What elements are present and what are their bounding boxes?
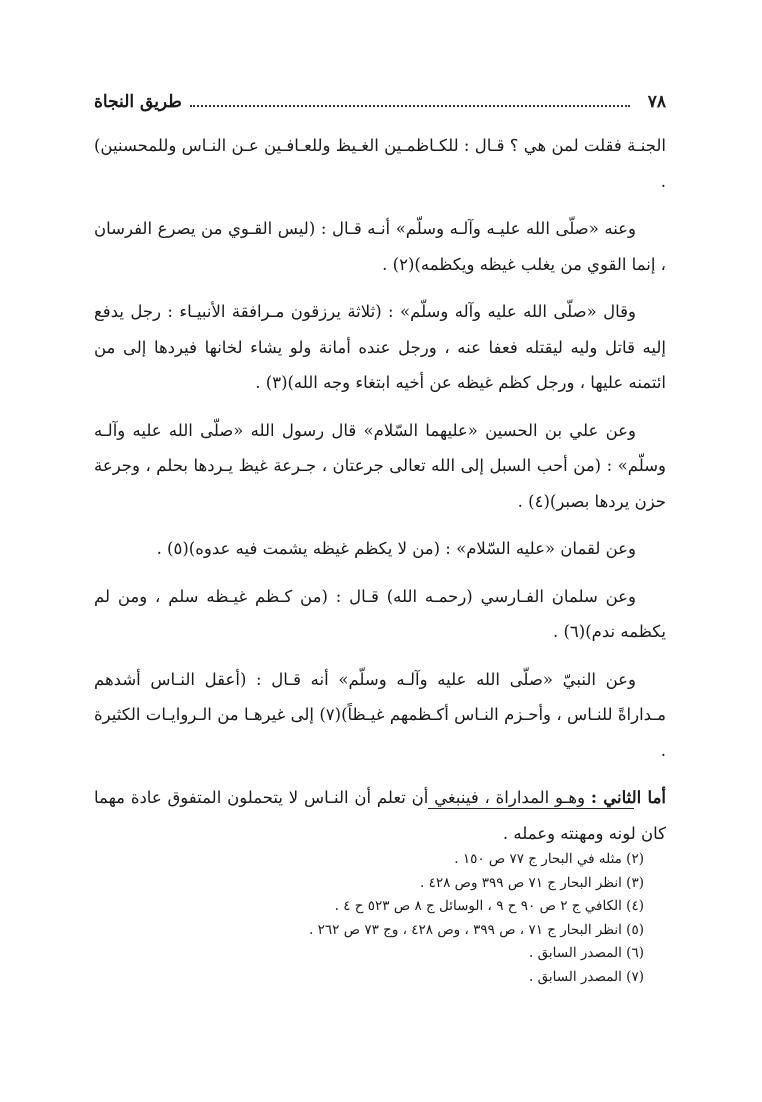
footnote-5: (٥) انظر البحار ج ٧١ ، ص ٣٩٩ ، وص ٤٢٨ ، وج ٧٣ ص ٢٦٢ . bbox=[309, 921, 644, 938]
footnote-separator bbox=[428, 808, 634, 809]
section-paragraph bbox=[94, 780, 666, 851]
header-leader-dots bbox=[190, 105, 630, 107]
footnote-6: (٦) المصدر السابق . bbox=[529, 945, 644, 961]
main-text bbox=[94, 128, 666, 863]
footnote-3: (٣) انظر البحار ج ٧١ ص ٣٩٩ وص ٤٢٨ . bbox=[420, 874, 644, 891]
paragraph-7: وعن النبيّ «صلّى الله عليه وآلـه وسلّم» أنه قـال : (أعقل النـاس أشدهم مـداراةً للنـاس ، وأحـزم النـاس أكـظمهم غيـظاً)(٧) إلى غيرهـا من الـروايـات الكثيرة . bbox=[94, 669, 666, 760]
footnote-7: (٧) المصدر السابق . bbox=[529, 968, 644, 985]
paragraph-1: الجنـة فقلت لمن هي ؟ قـال : للكـاظمـين الغـيظ وللعـافـين عـن النـاس وللمحسنين) . bbox=[94, 136, 666, 191]
page-header bbox=[94, 92, 666, 112]
paragraph-4: وعن علي بن الحسين «عليهما السّلام» قال رسول الله «صلّى الله عليه وآلـه وسلّم» : (من أحب السبل إلى الله تعالى جرعتان ، جـرعة غيظ يـردها بحلم ، وجرعة حزن يردها بصبر)(٤) . bbox=[94, 420, 666, 511]
footnotes bbox=[94, 848, 644, 989]
paragraph-2: وعنه «صلّى الله عليـه وآلـه وسلّم» أنـه قـال : (ليس القـوي من يصرع الفرسان ، إنما القوي من يغلب غيظه ويكظمه)(٢) . bbox=[94, 219, 666, 274]
page-number: ٧٨ bbox=[647, 92, 666, 112]
paragraph-3: وقال «صلّى الله عليه وآله وسلّم» : (ثلاثة يرزقون مـرافقة الأنبيـاء : رجل يدفع إليه قاتل وليه ليقتله فعفا عنه ، ورجل عنده أمانة ولو يشاء لخانها فيردها إلى من ائتمنه عليها ، ورجل كظم غيظه عن أخيه ابتغاء وجه الله)(٣) . bbox=[94, 302, 666, 392]
footnote-2: (٢) مثله في البحار ج ٧٧ ص ١٥٠ . bbox=[454, 851, 644, 867]
footnote-4: (٤) الكافي ج ٢ ص ٩٠ ح ٩ ، الوسائل ج ٨ ص ٥٢٣ ح ٤ . bbox=[334, 898, 644, 914]
section-lead: أما الثاني : bbox=[590, 788, 666, 807]
running-title: طريق النجاة bbox=[94, 92, 182, 112]
paragraph-5: وعن لقمان «عليه السّلام» : (من لا يكظم غيظه يشمت فيه عدوه)(٥) . bbox=[156, 539, 636, 558]
section-text: وهـو المداراة ، فينبغي أن تعلم أن النـاس لا يتحملون المتفوق عادة مهما كان لونه ومهنته وعمله . bbox=[94, 788, 666, 843]
paragraph-6: وعن سلمان الفـارسي (رحمـه الله) قـال : (من كـظم غيـظه سلم ، ومن لم يكظمه ندم)(٦) . bbox=[94, 586, 666, 641]
